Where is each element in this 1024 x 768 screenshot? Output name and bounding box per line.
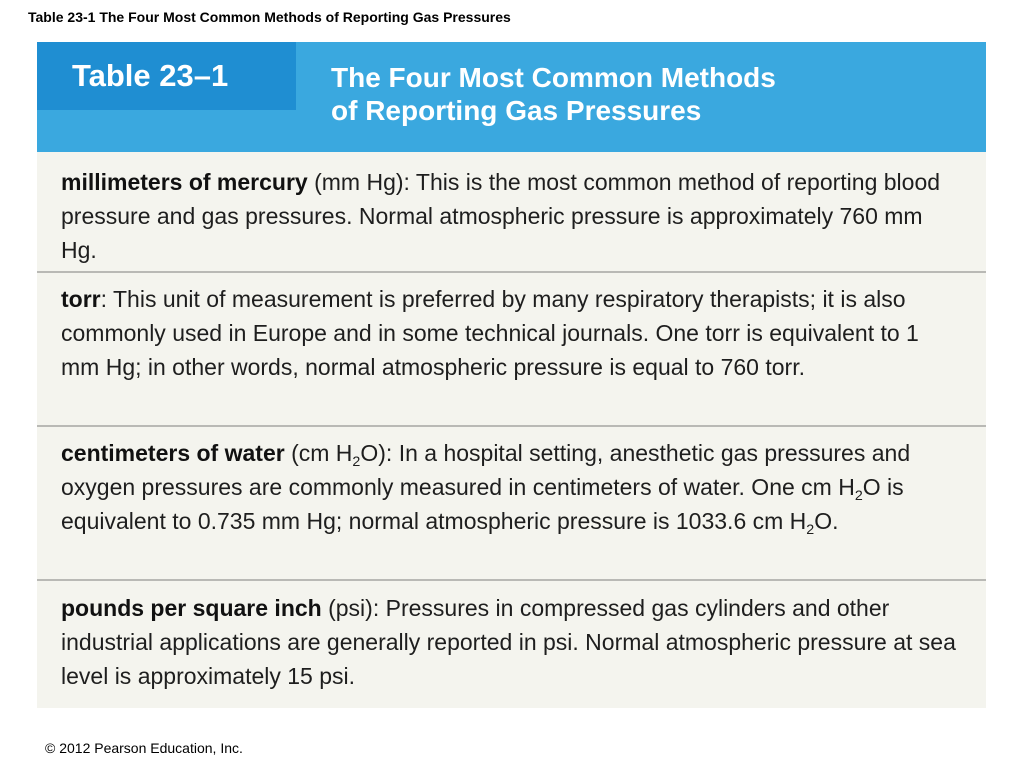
row-description-part-4: O. [814,508,839,534]
row-text [61,282,962,384]
table-row-mm-hg [37,165,986,267]
table-title-line-1: The Four Most Common Methods [331,62,776,93]
row-description: (mm Hg): This is the most common method of reporting blood pressure and gas pressures. Normal atmospheric pressure is approximately 760 mm Hg. [61,169,941,263]
row-description: : This unit of measurement is preferred by many respiratory therapists; it is also commonly used in Europe and in some technical journals. One torr is equivalent to 1 mm Hg; in other words, normal atmospheric pressure is equal to 760 torr. [61,286,919,380]
row-divider [37,579,986,581]
row-text [61,591,962,693]
subscript-2: 2 [806,521,815,538]
row-text [61,165,962,267]
subscript-2: 2 [352,453,361,470]
table-header [37,42,986,152]
row-description-part-1: (cm H [284,440,353,466]
row-description-part-2: O): In a hospital setting, anesthetic gas pressures and oxygen pressures are commonly measured in centimeters of water. One cm H [61,440,911,500]
slide-title: Table 23-1 The Four Most Common Methods of Reporting Gas Pressures [28,9,511,25]
row-term: pounds per square inch [61,595,322,621]
subscript-2: 2 [854,487,863,504]
copyright-notice: © 2012 Pearson Education, Inc. [45,740,243,756]
table-row-cm-water [37,436,986,538]
table-row-torr [37,282,986,384]
table-title [331,61,931,127]
row-description-part-3: O is equivalent to 0.735 mm Hg; normal atmospheric pressure is 1033.6 cm H [61,474,904,534]
row-divider [37,271,986,273]
gas-pressure-table [37,42,986,708]
table-title-line-2: of Reporting Gas Pressures [331,95,702,126]
row-term: torr [61,286,101,312]
table-label: Table 23–1 [72,58,229,93]
row-term: millimeters of mercury [61,169,308,195]
row-text [61,436,962,538]
row-description: (psi): Pressures in compressed gas cylinders and other industrial applications are generally reported in psi. Normal atmospheric pressure at sea level is approximately 15 psi. [61,595,956,689]
row-divider [37,425,986,427]
row-term: centimeters of water [61,440,285,466]
table-row-psi [37,591,986,693]
